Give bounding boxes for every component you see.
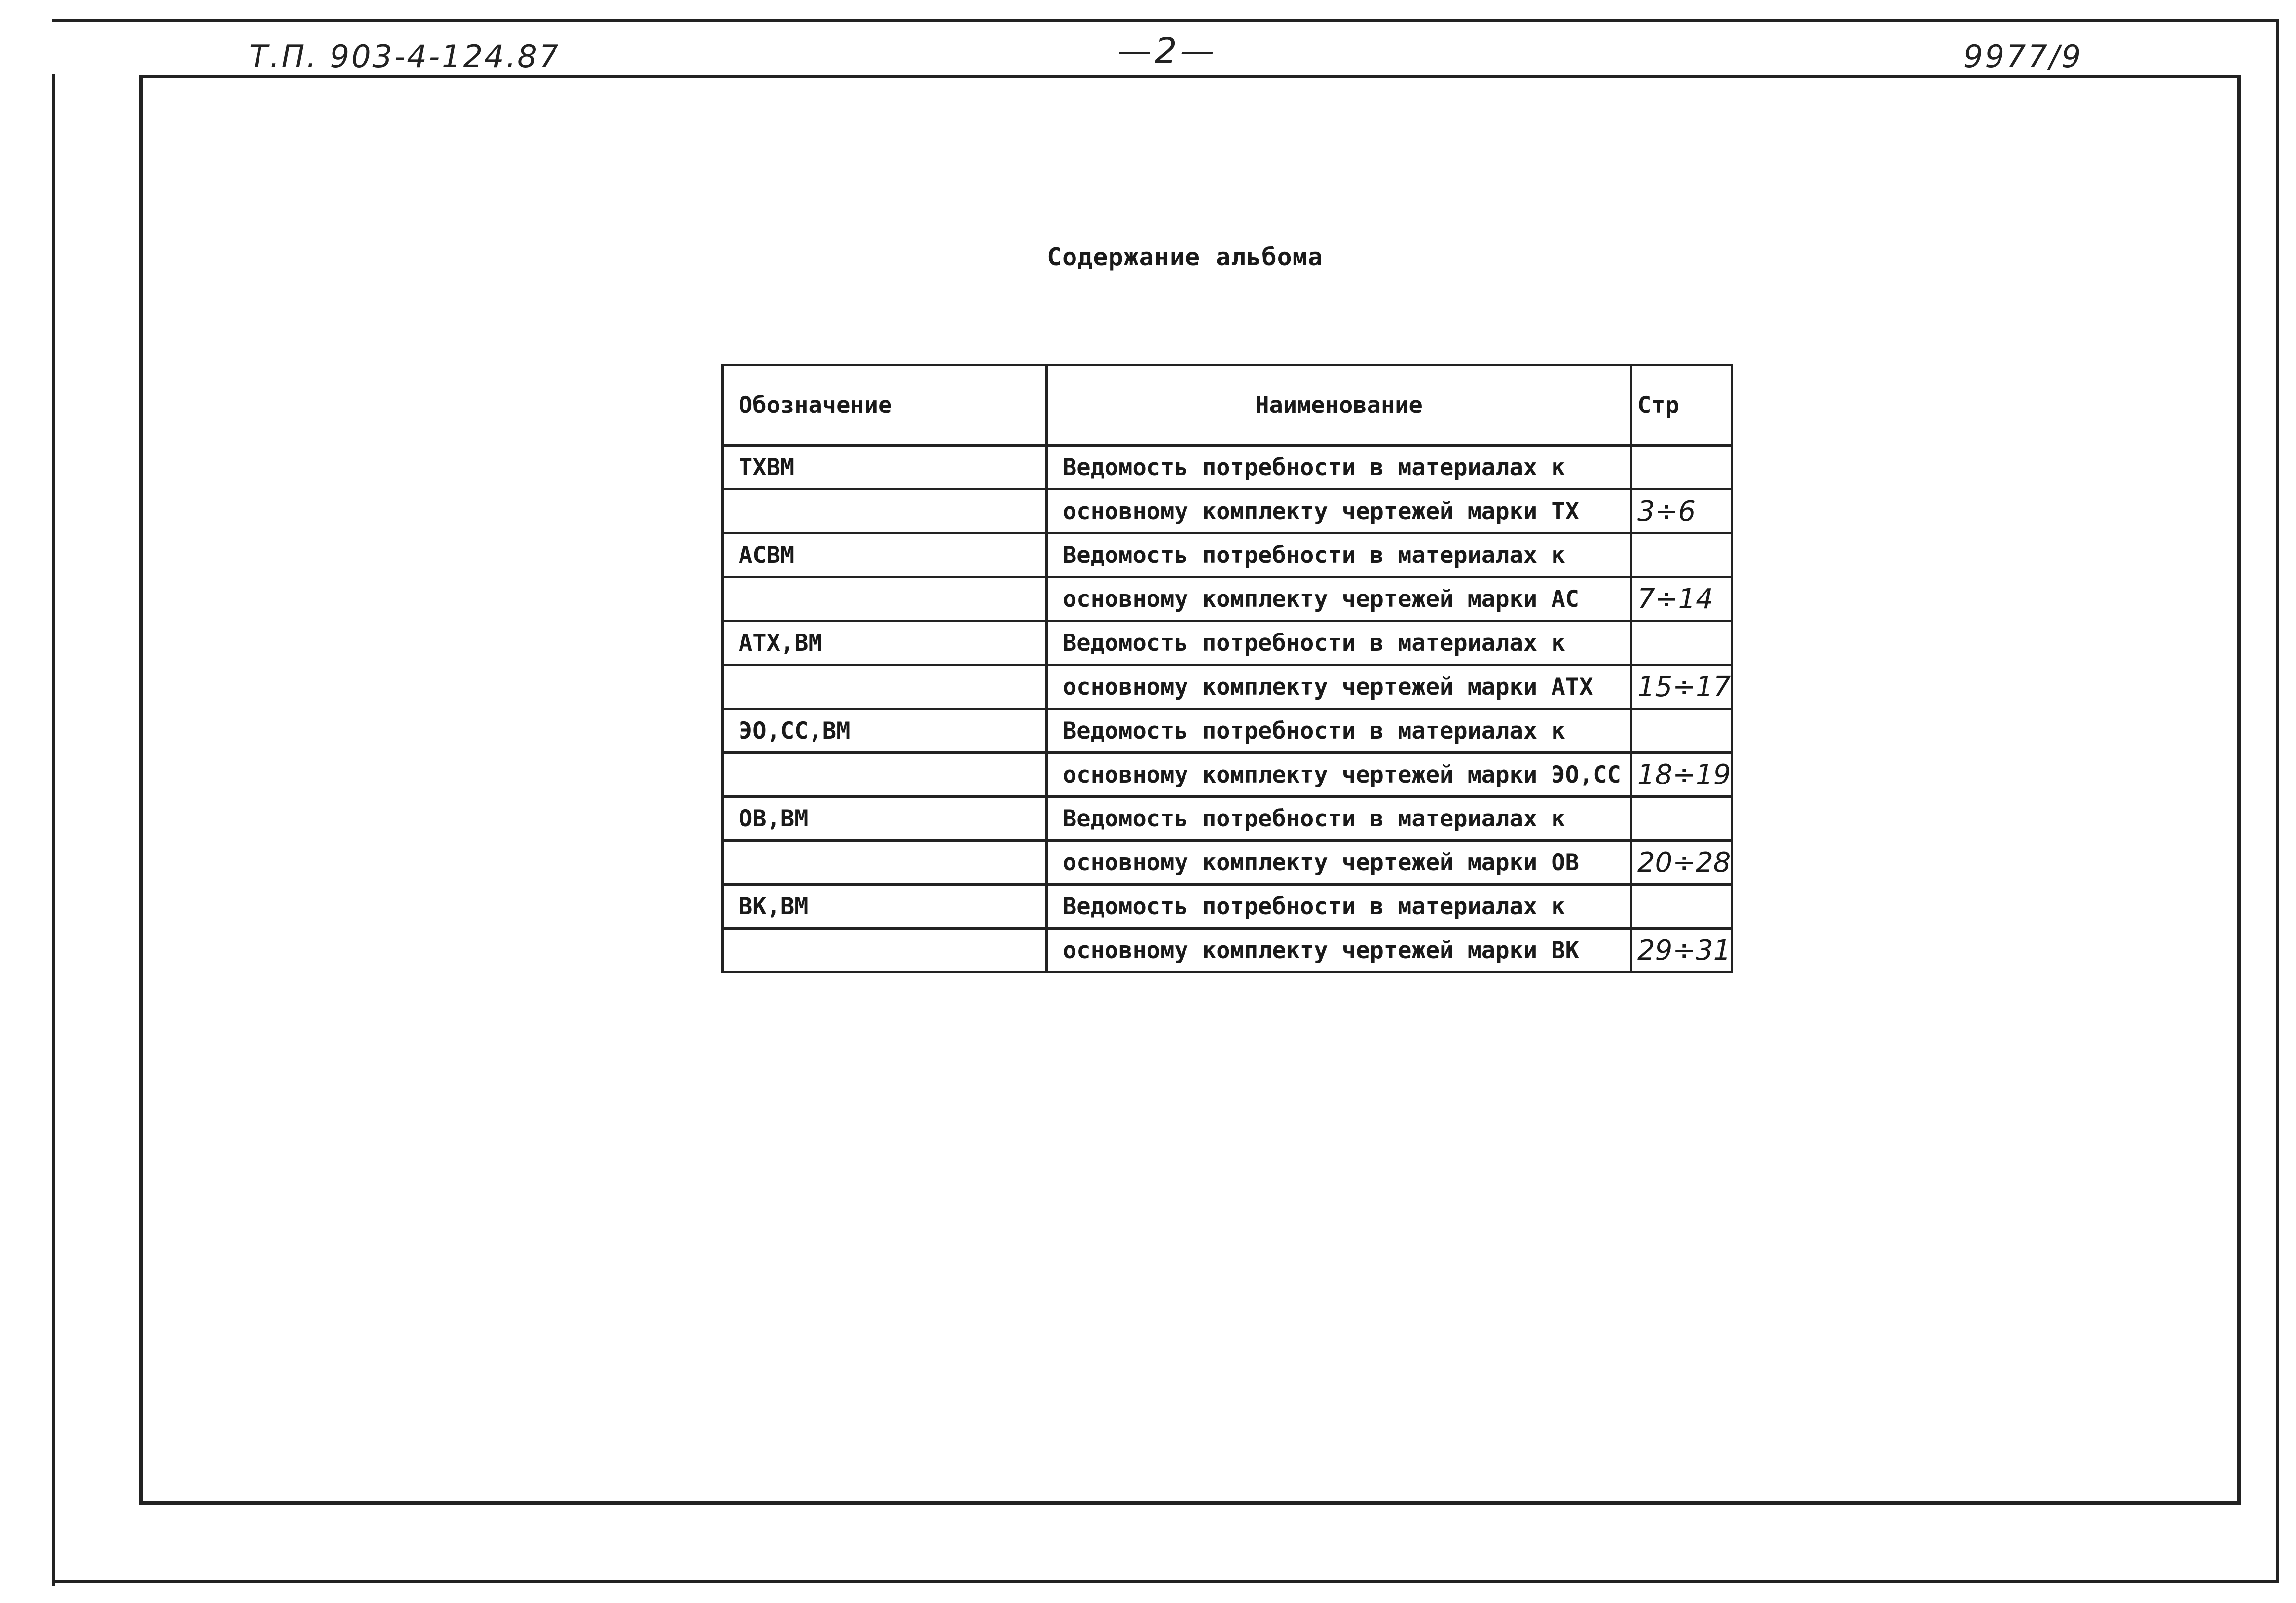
table-row (723, 533, 1732, 577)
archive-number: 9977/9 (1963, 38, 2083, 75)
table-row (723, 489, 1732, 533)
row-code-empty (723, 929, 1047, 972)
row-name-line2: основному комплекту чертежей марки ОВ (1047, 841, 1631, 885)
row-code-empty (723, 841, 1047, 885)
row-name-line2: основному комплекту чертежей марки ЭО,СС (1047, 753, 1631, 797)
row-name-line1: Ведомость потребности в материалах к (1047, 797, 1631, 841)
table-header-row (723, 365, 1732, 446)
table-row (723, 446, 1732, 489)
column-header-pages: Стр (1631, 365, 1732, 446)
row-name-line2: основному комплекту чертежей марки АС (1047, 577, 1631, 621)
sheet-outer-frame-left (52, 74, 55, 1586)
table-row (723, 621, 1732, 665)
row-name-line2: основному комплекту чертежей марки АТХ (1047, 665, 1631, 709)
table-row (723, 665, 1732, 709)
table-row (723, 885, 1732, 929)
row-name-line1: Ведомость потребности в материалах к (1047, 533, 1631, 577)
row-name-line1: Ведомость потребности в материалах к (1047, 621, 1631, 665)
row-pages-empty (1631, 533, 1732, 577)
row-pages: 3÷6 (1631, 489, 1732, 533)
row-pages-empty (1631, 885, 1732, 929)
row-pages-empty (1631, 446, 1732, 489)
row-code: АТХ,ВМ (723, 621, 1047, 665)
contents-table (721, 364, 1733, 973)
row-code: ВК,ВМ (723, 885, 1047, 929)
table-row (723, 577, 1732, 621)
row-code: ОВ,ВМ (723, 797, 1047, 841)
row-name-line1: Ведомость потребности в материалах к (1047, 885, 1631, 929)
row-code: ТХВМ (723, 446, 1047, 489)
row-pages: 15÷17 (1631, 665, 1732, 709)
row-pages-empty (1631, 621, 1732, 665)
table-row (723, 709, 1732, 753)
row-name-line1: Ведомость потребности в материалах к (1047, 709, 1631, 753)
doc-code: Т.П. 903-4-124.87 (249, 38, 561, 75)
row-code-empty (723, 665, 1047, 709)
table-row (723, 929, 1732, 972)
row-pages: 7÷14 (1631, 577, 1732, 621)
table-row (723, 841, 1732, 885)
row-pages-empty (1631, 797, 1732, 841)
row-name-line2: основному комплекту чертежей марки ВК (1047, 929, 1631, 972)
row-name-line1: Ведомость потребности в материалах к (1047, 446, 1631, 489)
row-code: АСВМ (723, 533, 1047, 577)
column-header-code: Обозначение (723, 365, 1047, 446)
column-header-name: Наименование (1047, 365, 1631, 446)
table-row (723, 753, 1732, 797)
row-pages: 20÷28 (1631, 841, 1732, 885)
table-row (723, 797, 1732, 841)
row-code: ЭО,СС,ВМ (723, 709, 1047, 753)
row-pages: 18÷19 (1631, 753, 1732, 797)
row-code-empty (723, 753, 1047, 797)
row-name-line2: основному комплекту чертежей марки ТХ (1047, 489, 1631, 533)
row-code-empty (723, 577, 1047, 621)
row-code-empty (723, 489, 1047, 533)
row-pages-empty (1631, 709, 1732, 753)
sheet-number: —2— (1117, 31, 1218, 71)
row-pages: 29÷31 (1631, 929, 1732, 972)
page-title: Содержание альбома (1047, 243, 1323, 271)
